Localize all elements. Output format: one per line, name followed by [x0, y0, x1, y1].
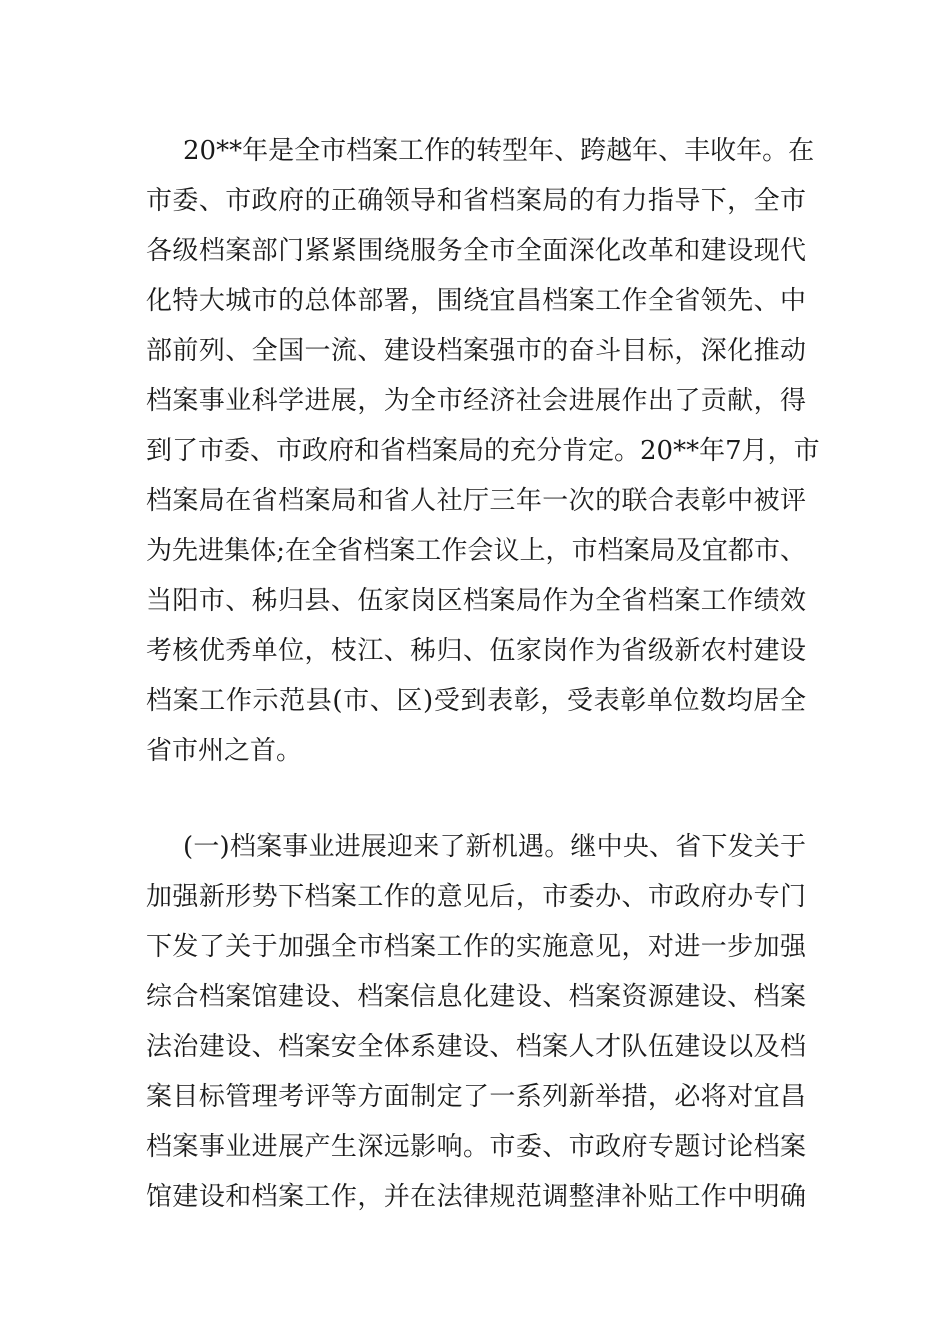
paragraph-line: 法治建设、档案安全体系建设、档案人才队伍建设以及档 — [146, 1032, 806, 1062]
paragraph-line: 下发了关于加强全市档案工作的实施意见，对进一步加强 — [146, 932, 806, 962]
paragraph-line: 市委、市政府的正确领导和省档案局的有力指导下，全市 — [146, 186, 806, 216]
paragraph-line: 化特大城市的总体部署，围绕宜昌档案工作全省领先、中 — [146, 286, 806, 316]
paragraph-line: 综合档案馆建设、档案信息化建设、档案资源建设、档案 — [146, 982, 806, 1012]
paragraph-line: 案目标管理考评等方面制定了一系列新举措，必将对宜昌 — [146, 1082, 806, 1112]
paragraph-line: 部前列、全国一流、建设档案强市的奋斗目标，深化推动 — [146, 336, 806, 366]
paragraph-line: 档案事业进展产生深远影响。市委、市政府专题讨论档案 — [146, 1132, 806, 1162]
paragraph-line: 馆建设和档案工作，并在法律规范调整津补贴工作中明确 — [146, 1182, 806, 1212]
paragraph-line: 为先进集体;在全省档案工作会议上，市档案局及宜都市、 — [146, 536, 806, 566]
paragraph-line: 省市州之首。 — [146, 736, 303, 766]
paragraph-line: 各级档案部门紧紧围绕服务全市全面深化改革和建设现代 — [146, 236, 806, 266]
paragraph-line: 到了市委、市政府和省档案局的充分肯定。20**年7月，市 — [146, 436, 820, 466]
paragraph-line: (一)档案事业进展迎来了新机遇。继中央、省下发关于 — [183, 832, 806, 862]
paragraph-line: 20**年是全市档案工作的转型年、跨越年、丰收年。在 — [183, 136, 815, 166]
paragraph-line: 当阳市、秭归县、伍家岗区档案局作为全省档案工作绩效 — [146, 586, 806, 616]
paragraph-line: 档案事业科学进展，为全市经济社会进展作出了贡献，得 — [146, 386, 806, 416]
paragraph-line: 加强新形势下档案工作的意见后，市委办、市政府办专门 — [146, 882, 806, 912]
paragraph-line: 档案工作示范县(市、区)受到表彰，受表彰单位数均居全 — [146, 686, 806, 716]
paragraph-line: 考核优秀单位，枝江、秭归、伍家岗作为省级新农村建设 — [146, 636, 806, 666]
paragraph-line: 档案局在省档案局和省人社厅三年一次的联合表彰中被评 — [146, 486, 806, 516]
